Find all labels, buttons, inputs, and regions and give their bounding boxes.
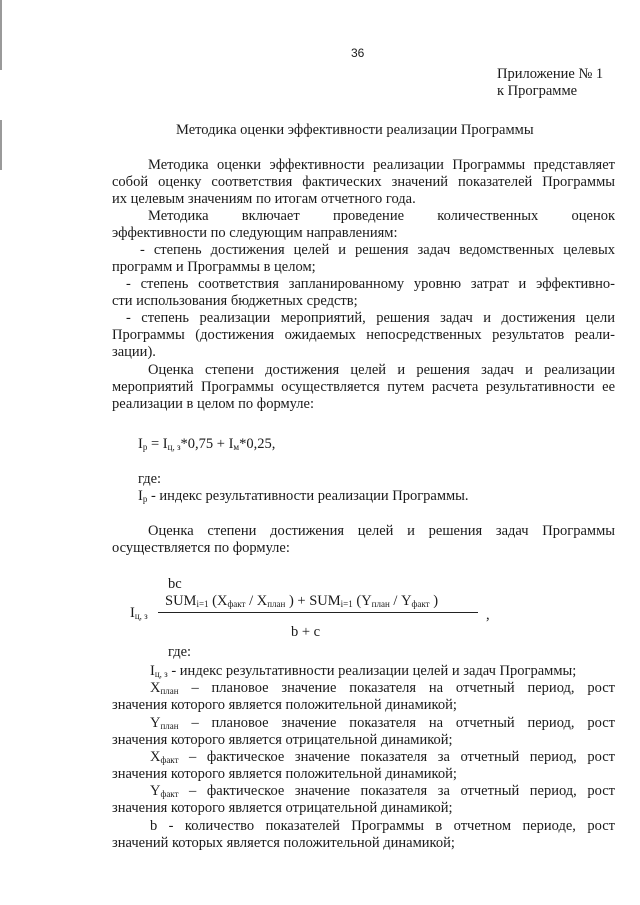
paragraph-line: Методика включает проведение количественных оценок <box>148 208 615 224</box>
paragraph-line: эффективности по следующим направлениям: <box>112 225 398 241</box>
formula-result-index: $I_р = I_{ц, з}*0,75 + I_м*0,25$, <box>138 436 276 452</box>
scan-edge-mark <box>0 120 2 170</box>
paragraph-line: Оценка степени достижения целей и решения задач Программы <box>148 523 615 539</box>
paragraph-line: Методика оценки эффективности реализации Программы представляет <box>148 157 615 173</box>
definition-line: b - количество показателей Программы в отчетном периоде, рост <box>150 818 615 834</box>
formula-comma: , <box>486 607 490 623</box>
fraction-line <box>158 612 478 613</box>
list-item: сти использования бюджетных средств; <box>112 293 358 309</box>
definition-line: значения которого является положительной динамикой; <box>112 697 457 713</box>
list-item: - степень реализации мероприятий, решения задач и достижения цели <box>126 310 615 326</box>
list-item: зации). <box>112 344 156 360</box>
formula-numerator: $SUM_{i=1}$ ($X_{факт} / X_{план}$ ) + $SUM_{i=1}$ ($Y_{план} / Y_{факт}$ ) <box>165 593 439 609</box>
definition-line: $I_р$ - индекс результативности реализации Программы. <box>138 488 469 504</box>
definition-line: значения которого является отрицательной динамикой; <box>112 800 453 816</box>
list-item: Программы (достижения ожидаемых непосредственных результатов реали- <box>112 327 615 343</box>
formula-denominator: b + c <box>291 624 321 640</box>
paragraph-line: Оценка степени достижения целей и решения задач и реализации <box>148 362 615 378</box>
appendix-label: Приложение № 1 <box>497 66 604 82</box>
appendix-sublabel: к Программе <box>497 83 578 99</box>
where-label: где: <box>138 471 162 487</box>
list-item: - степень соответствия запланированному уровню затрат и эффективно- <box>126 276 615 292</box>
definition-line: $Y_{план}$ – плановое значение показателя на отчетный период, рост <box>150 715 615 731</box>
paragraph-line: осуществляется по формуле: <box>112 540 290 556</box>
scan-edge-mark <box>0 0 2 70</box>
paragraph-line: их целевым значениям по итогам отчетного года. <box>112 191 416 207</box>
where-label: где: <box>168 644 192 660</box>
definition-line: значений которых является положительной динамикой; <box>112 835 455 851</box>
definition-line: $I_{ц, з}$ - индекс результативности реализации целей и задач Программы; <box>150 663 577 679</box>
definition-line: $X_{факт}$ – фактическое значение показателя за отчетный период, рост <box>150 749 615 765</box>
paragraph-line: мероприятий Программы осуществляется путем расчета результативности ее <box>112 379 615 395</box>
document-title: Методика оценки эффективности реализации Программы <box>176 122 534 138</box>
paragraph-line: собой оценку соответствия фактических значений показателей Программы <box>112 174 615 190</box>
formula-bc: bc <box>168 576 182 592</box>
formula-lhs: $I_{ц, з}$ <box>130 605 148 621</box>
definition-line: $Y_{факт}$ – фактическое значение показателя за отчетный период, рост <box>150 783 615 799</box>
page-number: 36 <box>351 46 365 60</box>
list-item: - степень достижения целей и решения задач ведомственных целевых <box>140 242 615 258</box>
list-item: программ и Программы в целом; <box>112 259 316 275</box>
paragraph-line: реализации в целом по формуле: <box>112 396 314 412</box>
definition-line: значения которого является отрицательной динамикой; <box>112 732 453 748</box>
definition-line: значения которого является положительной динамикой; <box>112 766 457 782</box>
definition-line: $X_{план}$ – плановое значение показателя на отчетный период, рост <box>150 680 615 696</box>
